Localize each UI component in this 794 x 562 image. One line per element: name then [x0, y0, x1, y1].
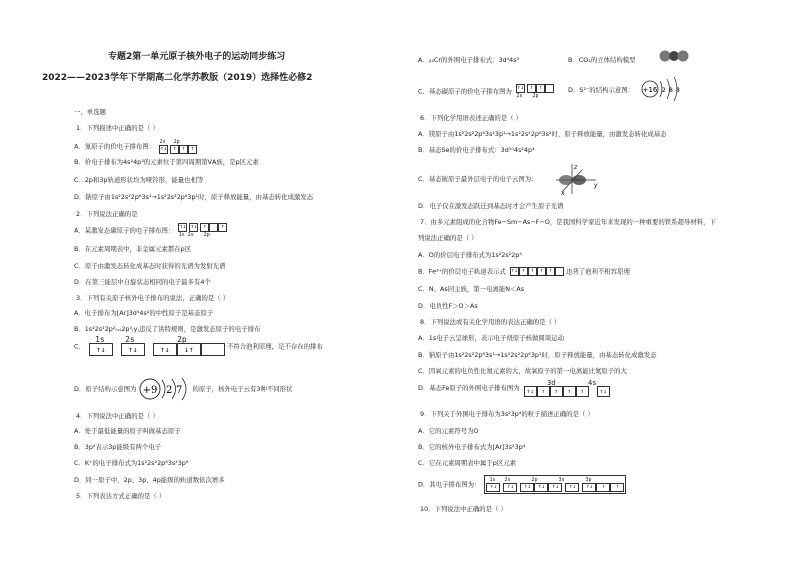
- orbital-box: ↑↓: [153, 343, 177, 356]
- electron-shell: [182, 378, 186, 400]
- q7-option-c: C．N、As同主族，第一电离能N＜As: [418, 285, 525, 293]
- orbital-label: 1s: [489, 477, 496, 483]
- q7b-text-after: 违背了泡利不相容原理: [565, 267, 630, 276]
- q4-option-a: A．处于最低能量的原子叫做基态原子: [74, 427, 181, 435]
- q1a-text: A．氮原子的价电子排布图：: [74, 142, 156, 151]
- electron-shell: [172, 379, 176, 399]
- axis-label: x: [561, 190, 565, 196]
- q9-option-c: C．它在元素周期表中属于p区元素: [418, 459, 516, 467]
- oxygen-atom: [660, 51, 671, 62]
- orbital-diagram: [510, 267, 564, 276]
- question-2: 2．下列说法正确的是: [76, 210, 138, 218]
- q2-option-a: [74, 223, 227, 238]
- orbital-box: ↑↓: [597, 386, 610, 397]
- question-1: 1．下列描述中正确的是（ ）: [76, 124, 159, 132]
- orbital-label: 2p: [173, 139, 180, 145]
- p-orbital-lobe: [559, 175, 573, 185]
- p-orbital-lobe: [572, 175, 586, 185]
- orbital-label: 3d: [546, 378, 556, 387]
- orbital-box: ↑↓: [582, 483, 596, 492]
- co2-model-image: [658, 48, 690, 64]
- q3-option-c: [74, 337, 323, 356]
- q4-option-c: C．K⁺的电子排布式为1s²2s²2p⁶3s²3p⁶: [74, 459, 189, 467]
- q3-option-d: [74, 376, 292, 402]
- q8d-text: D．基态Fe原子的外围电子排布图为: [418, 384, 520, 392]
- orbital-diagram: [89, 337, 225, 356]
- orbital-box: ↑↓: [517, 85, 524, 91]
- orbital-box: [555, 267, 564, 276]
- q9-option-a: A．它的元素符号为O: [418, 427, 479, 435]
- orbital-label: 1s: [95, 335, 105, 344]
- orbital-box: ↑↓: [486, 483, 500, 492]
- q6-option-c: C．基态铍原子最外层电子的电子云图为：: [418, 175, 538, 183]
- q8-option-b: B．钠原子由1s²2s²2p⁶3s¹→1s²2s²2p⁶3p¹时，原子释放能量，由基态转化成激发态: [418, 351, 657, 359]
- q9d-text: D．其电子排布图为：: [418, 480, 481, 489]
- orbital-label: 2p: [203, 232, 210, 238]
- orbital-box: ↑: [610, 483, 624, 492]
- orbital-box: ↑: [596, 483, 610, 492]
- q4-option-d: D．同一原子中，2p、3p、4p能级的轨道数依次增多: [74, 476, 225, 484]
- electron-shell: [162, 380, 165, 398]
- orbital-box: ↑: [179, 145, 188, 154]
- orbital-label: 3s: [558, 477, 565, 483]
- orbital-box: ↑↓: [89, 343, 113, 356]
- orbital-box: ↑: [170, 145, 179, 154]
- orbital-box: [201, 343, 225, 356]
- q3c-text: C．: [74, 342, 85, 351]
- orbital-box: ↑↓: [179, 224, 187, 230]
- orbital-box: ↑: [188, 145, 197, 154]
- orbital-box: ↑: [537, 267, 546, 276]
- orbital-box: ↑↓: [548, 483, 562, 492]
- orbital-box: ↑: [550, 386, 563, 397]
- q2-option-d: D．在第三能层中自旋状态相同的电子最多有4个: [74, 278, 211, 286]
- question-5: 5．下列表达方式正确的是（ ）: [76, 492, 166, 500]
- atomic-structure-diagram: [138, 376, 190, 402]
- q5-option-b: [568, 56, 636, 64]
- orbital-label: 2s: [159, 139, 166, 145]
- q3d-text: D．原子结构示意图为: [74, 385, 137, 393]
- orbital-diagram: [159, 139, 197, 154]
- q2-option-c: C．原子由激发态转化成基态时获得的光谱为发射光谱: [74, 262, 226, 270]
- q9-option-d: [418, 475, 626, 494]
- section-heading: 一、单选题: [74, 108, 106, 116]
- orbital-box: ↑: [519, 267, 528, 276]
- q1-option-b: B．价电子排布为4s²4p³的元素位于第四周期第ⅤA族，是p区元素: [74, 158, 259, 166]
- orbital-label: 2s: [504, 477, 511, 483]
- document-subtitle: 2022——2023学年下学期高二化学苏教版（2019）选择性必修2: [42, 73, 313, 83]
- q7b-text: B．Fe³⁺的价层电子轨道表示式: [418, 267, 506, 276]
- orbital-box: ↑↓: [121, 343, 145, 356]
- q2a-text: A．某激发态碳原子的电子排布图：: [74, 226, 175, 235]
- q5-option-d: D．S²⁻的结构示意图：: [568, 86, 635, 94]
- orbital-box: ↑↓: [190, 224, 198, 230]
- axis-label: y: [594, 182, 598, 189]
- q6-option-b: B．基态Se的价电子排布式：3d¹⁰4s²4p⁴: [418, 146, 535, 154]
- orbital-box: ↑↓: [160, 146, 167, 152]
- q3d-text-after: 的原子，核外电子云有3种不同形状: [192, 385, 293, 393]
- question-7-line1: 7．由多元素组成的化合物Fe−Sm−As−F−O，是我国科学家近年来发现的一种重要的铁系超导材料，下: [420, 218, 716, 226]
- orbital-label: 4s: [587, 378, 597, 387]
- orbital-label: 1s: [178, 232, 185, 238]
- orbital-label: 3p: [585, 477, 592, 483]
- orbital-label: 2s: [187, 232, 194, 238]
- question-3: 3．下列有关原子核外电子排布的说法，正确的是（ ）: [76, 294, 230, 302]
- oxygen-atom: [678, 51, 689, 62]
- shell-electrons: 2: [662, 87, 666, 94]
- q7-option-b: [418, 267, 630, 276]
- q8-option-c: C．因氧元素的电负性比氮元素的大，故氧原子的第一电离能比氮原子的大: [418, 367, 627, 375]
- orbital-box: ↑↓: [511, 268, 518, 274]
- axis-label: z: [574, 164, 578, 171]
- q5-option-a: A．₂₄Cr的外围电子排布式：3d⁴4s²: [418, 56, 520, 64]
- orbital-diagram: [178, 223, 227, 238]
- orbital-box: ↑: [536, 84, 545, 93]
- q1-option-c: C．2p和3p轨道形状均为哑铃形，能量也相等: [74, 176, 204, 184]
- orbital-label: 2s: [516, 93, 523, 99]
- q5c-text: C．基态碳原子的价电子排布图为: [418, 87, 512, 96]
- orbital-box: ↑↓: [534, 483, 548, 492]
- q5-option-c: [418, 84, 554, 99]
- q5b-text: B．CO₂的立体结构模型: [568, 56, 636, 64]
- orbital-label: 2s: [125, 335, 135, 344]
- shell-electrons: 8: [676, 87, 680, 94]
- q6-option-a: A．镁原子由1s²2s²2p⁶3s¹3p¹→1s²2s²2p⁶3s²时，原子释放能量，由激发态转化成基态: [418, 130, 667, 138]
- orbital-label: 2p: [532, 93, 539, 99]
- orbital-box: ↑: [546, 267, 555, 276]
- q2-option-b: B．在元素周期表中，非金属元素都在p区: [74, 245, 192, 253]
- nucleus-charge: +16: [642, 86, 658, 94]
- orbital-box: ↑: [218, 223, 227, 232]
- orbital-box: ↑↓: [565, 483, 579, 492]
- question-4: 4．下列说法中正确的是（ ）: [76, 412, 159, 420]
- q8-option-a: A．1s电子云呈球形，表示电子绕原子核做圆周运动: [418, 334, 564, 342]
- orbital-box: [209, 223, 218, 232]
- orbital-box: ↑: [527, 84, 536, 93]
- q7-option-d: D．电负性F＞O＞As: [418, 302, 478, 310]
- orbital-box: ↓↑: [177, 343, 201, 356]
- orbital-box: ↑: [576, 386, 589, 397]
- orbital-label: 2p: [177, 335, 187, 344]
- orbital-box: ↑↓: [520, 483, 534, 492]
- question-9: 9．下列关于外围电子排布为3s²3p⁴的粒子描述正确的是（ ）: [420, 410, 594, 418]
- orbital-box: ↑↓: [524, 386, 537, 397]
- orbital-box: ↑: [563, 386, 576, 397]
- shell-electrons: 7: [176, 385, 183, 396]
- q1-option-a: [74, 139, 197, 154]
- orbital-diagram: [524, 380, 610, 397]
- orbital-box: ↑: [528, 267, 537, 276]
- shell-electrons: 8: [669, 87, 673, 94]
- question-8: 8．下列说法或有关化学用语的表达正确的是（ ）: [420, 318, 561, 326]
- orbital-box: [545, 84, 554, 93]
- orbital-box: ↑: [537, 386, 550, 397]
- q8-option-d: [418, 378, 610, 398]
- s2-ion-structure-diagram: [640, 74, 686, 104]
- q6-option-d: D．电子仅在激发态跃迁到基态时才会产生原子光谱: [418, 202, 564, 210]
- question-10: 10．下列说法中正确的是（ ）: [420, 505, 507, 513]
- orbital-diagram: [516, 84, 554, 99]
- electron-cloud-diagram: [550, 162, 600, 196]
- q3-option-b: B．1s²2s²2p²₍ₓ₎2p⁰₍y₎违反了洪特规则，是激发态原子的电子排布: [74, 325, 261, 333]
- document-title: 专题2第一单元原子核外电子的运动同步练习: [108, 52, 286, 62]
- q3-option-a: A．电子排布为[Ar]3d⁴4s²的中性原子是基态原子: [74, 309, 214, 317]
- q4-option-b: B．3p²表示3p能级有两个电子: [74, 443, 162, 451]
- q9-option-b: B．它的核外电子排布式为[Ar]3s²3p⁴: [418, 443, 526, 451]
- q7-option-a: A．O的价层电子排布式为1s²2s²2p⁴: [418, 251, 522, 259]
- nucleus-charge: +9: [143, 385, 158, 396]
- q3c-text-after: 不符合泡利原理，是不存在的排布: [226, 342, 323, 351]
- shell-electrons: 2: [166, 385, 173, 396]
- orbital-box: ↑↓: [503, 483, 517, 492]
- question-6: 6．下列化学用语表述正确的是（ ）: [420, 114, 522, 122]
- orbital-label: 2p: [531, 477, 538, 483]
- orbital-box: ↑: [200, 223, 209, 232]
- orbital-diagram: [484, 475, 626, 494]
- q1-option-d: D．钠原子由1s²2s²2p⁶3s¹→1s²2s²2p⁶3p¹时，原子释放能量，由基态转化成激发态: [74, 193, 314, 201]
- question-7-line2: 列说法正确的是（ ）: [418, 234, 478, 242]
